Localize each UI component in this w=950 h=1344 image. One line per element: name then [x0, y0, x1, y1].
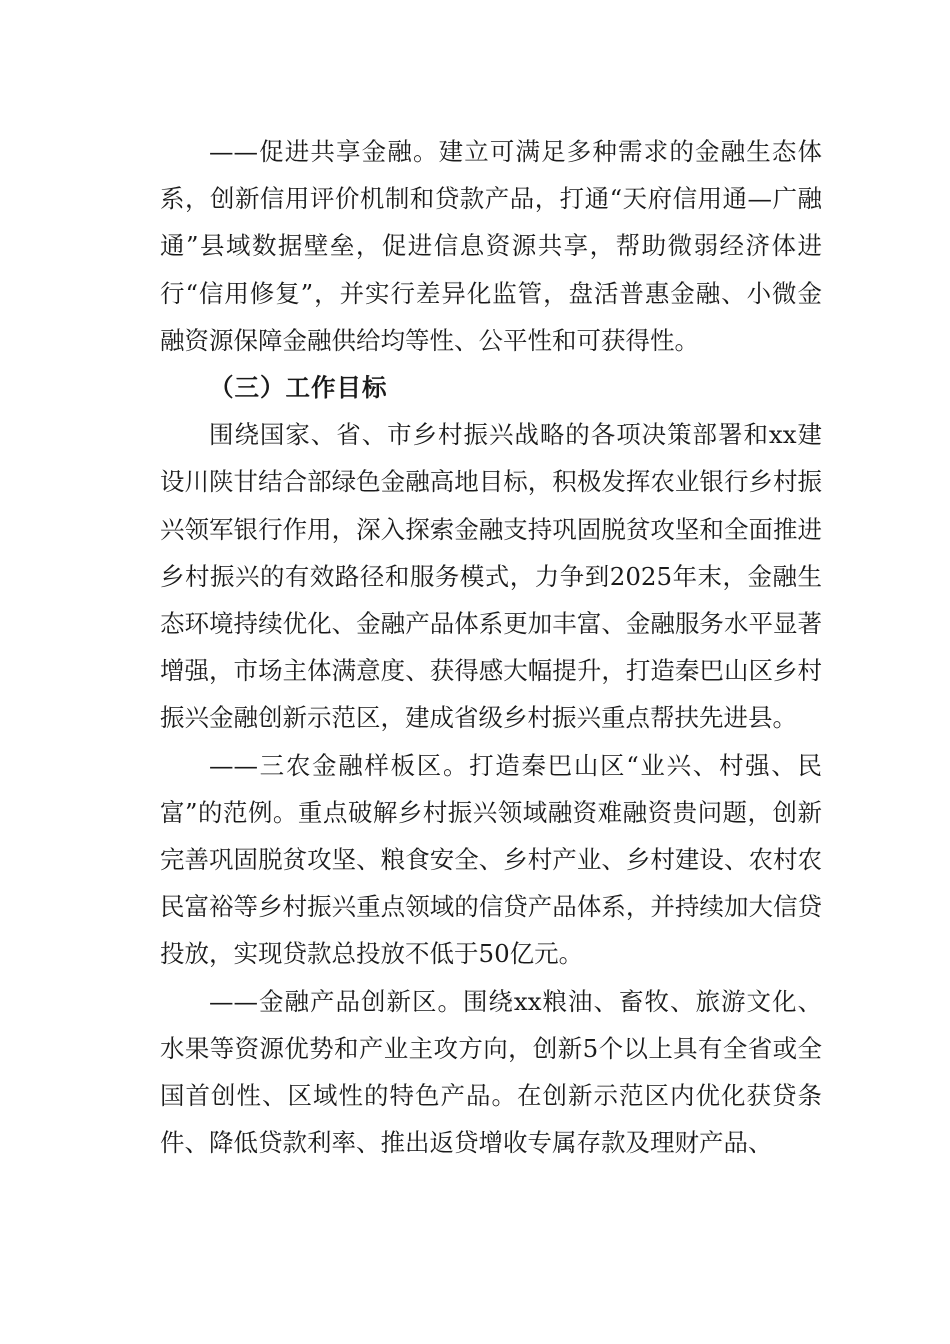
paragraph-work-goals: 围绕国家、省、市乡村振兴战略的各项决策部署和xx建设川陕甘结合部绿色金融高地目标，积极发挥农业银行乡村振兴领军银行作用，深入探索金融支持巩固脱贫攻坚和全面推进乡村振兴的有效路径和服务模式，力争到2025年末，金融生态环境持续优化、金融产品体系更加丰富、金融服务水平显著增强，市场主体满意度、获得感大幅提升，打造秦巴山区乡村振兴金融创新示范区，建成省级乡村振兴重点帮扶先进县。	[160, 420, 822, 733]
paragraph-product-innovation-zone: ——金融产品创新区。围绕xx粮油、畜牧、旅游文化、水果等资源优势和产业主攻方向，创新5个以上具有全省或全国首创性、区域性的特色产品。在创新示范区内优化获贷条件、降低贷款利率、推出返贷增收专属存款及理财产品、	[160, 986, 822, 1158]
paragraph-shared-finance: ——促进共享金融。建立可满足多种需求的金融生态体系，创新信用评价机制和贷款产品，打通“天府信用通—广融通”县域数据壁垒，促进信息资源共享，帮助微弱经济体进行“信用修复”，并实行差异化监管，盘活普惠金融、小微金融资源保障金融供给均等性、公平性和可获得性。	[160, 137, 822, 355]
section-heading-work-goals: （三）工作目标	[209, 373, 388, 403]
paragraph-agri-finance-model-zone: ——三农金融样板区。打造秦巴山区“业兴、村强、民富”的范例。重点破解乡村振兴领域融资难融资贵问题，创新完善巩固脱贫攻坚、粮食安全、乡村产业、乡村建设、农村农民富裕等乡村振兴重点领域的信贷产品体系，并持续加大信贷投放，实现贷款总投放不低于50亿元。	[160, 750, 822, 969]
document-body	[160, 128, 822, 1166]
